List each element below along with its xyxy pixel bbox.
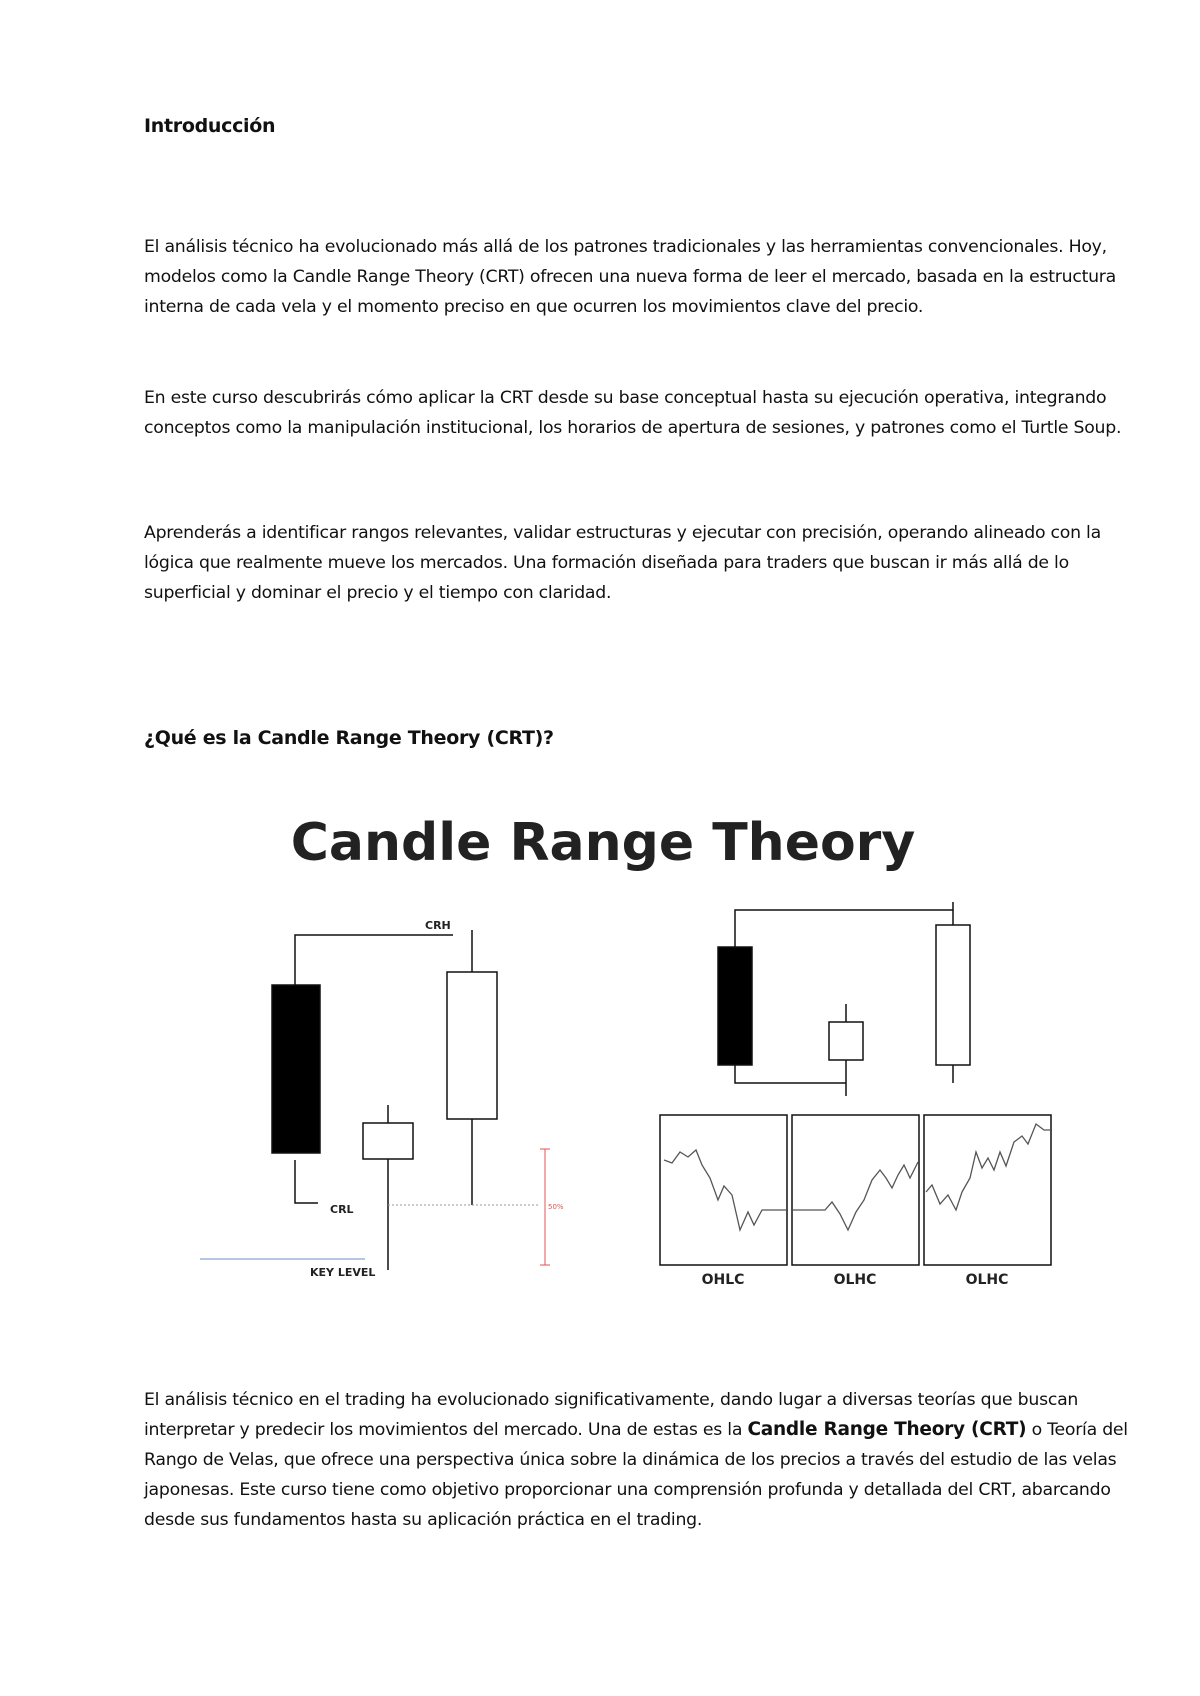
small-candle-body — [363, 1123, 413, 1159]
right-black-candle — [718, 947, 752, 1065]
range-candle-black — [272, 985, 320, 1153]
crh-label: CRH — [425, 919, 451, 932]
right-candle-diagram — [660, 902, 1051, 1265]
crt-diagram-figure — [180, 800, 1080, 1310]
intro-paragraph-1: El análisis técnico ha evolucionado más allá de los patrones tradicionales y las herramientas convencionales. Hoy, modelos como la Candle Range Theory (CRT) ofrecen una nueva forma de leer el mercado, basada en la estructura interna de cada vela y el momento preciso en que ocurren los movimientos clave del precio. — [144, 237, 1117, 317]
crt-definition-paragraph — [144, 1385, 1134, 1535]
right-tall-candle-body — [936, 925, 970, 1065]
olhc-price-path-1 — [793, 1162, 918, 1230]
figure-title: Candle Range Theory — [290, 813, 916, 873]
top-bracket — [735, 902, 953, 947]
section-heading-crt: ¿Qué es la Candle Range Theory (CRT)? — [144, 727, 554, 749]
intro-paragraph-3: Aprenderás a identificar rangos relevantes, validar estructuras y ejecutar con precisión, operando alineado con la lógica que realmente mueve los mercados. Una formación diseñada para traders que buscan ir más allá de lo superficial y dominar el precio y el tiempo con claridad. — [144, 523, 1101, 603]
crl-bracket — [295, 1160, 318, 1203]
panel-label-olhc-2: OLHC — [965, 1272, 1009, 1288]
olhc-panel-1 — [792, 1115, 919, 1265]
ohlc-price-path — [664, 1150, 786, 1230]
intro-paragraph-2: En este curso descubrirás cómo aplicar la CRT desde su base conceptual hasta su ejecución operativa, integrando conceptos como la manipulación institucional, los horarios de apertura de sesiones, y patrones como el Turtle Soup. — [144, 388, 1122, 438]
key-level-label: KEY LEVEL — [310, 1266, 376, 1279]
fifty-percent-label: 50% — [548, 1203, 564, 1211]
crt-definition-bold-term: Candle Range Theory (CRT) — [747, 1419, 1027, 1440]
crt-definition-text-before: El análisis técnico en el trading ha evolucionado significativamente, dando lugar a diversas teorías que buscan interpretar y predecir los movimientos del mercado. Una de estas es la — [144, 1390, 1079, 1440]
olhc-price-path-2 — [926, 1124, 1050, 1210]
panel-label-ohlc: OHLC — [701, 1272, 745, 1288]
crh-bracket — [295, 935, 453, 985]
right-small-candle-body — [829, 1022, 863, 1060]
panel-label-olhc-1: OLHC — [833, 1272, 877, 1288]
left-candle-diagram — [272, 930, 497, 1270]
bottom-bracket — [735, 1065, 846, 1083]
ohlc-panel — [660, 1115, 787, 1265]
olhc-panel-2 — [924, 1115, 1051, 1265]
crt-definition-text-after: o Teoría del Rango de Velas, que ofrece una perspectiva única sobre la dinámica de los precios a través del estudio de las velas japonesas. Este curso tiene como objetivo proporcionar una comprensión profunda y detallada del CRT, abarcando desde sus fundamentos hasta su aplicación práctica en el trading. — [144, 1420, 1128, 1530]
tall-candle-body — [447, 972, 497, 1119]
crl-label: CRL — [330, 1203, 354, 1216]
intro-heading: Introducción — [144, 115, 276, 137]
